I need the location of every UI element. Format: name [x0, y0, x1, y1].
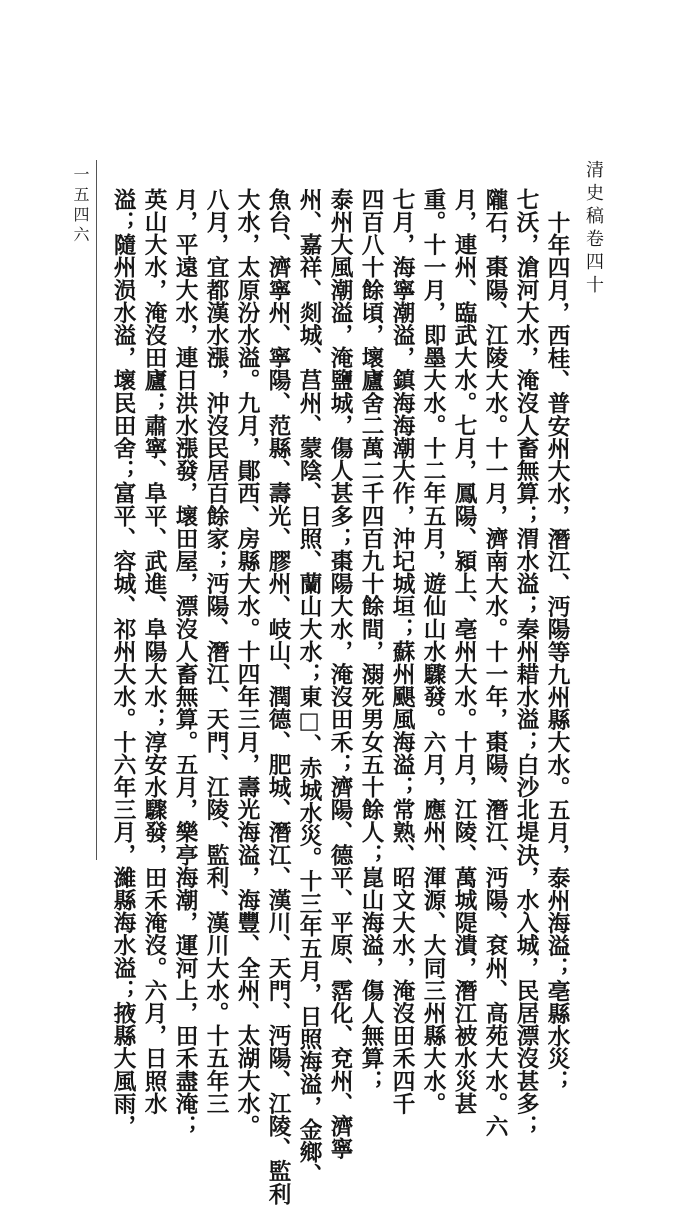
text-column-11: 大水，太原汾水溢。九月，鄖西、房縣大水。十四年三月，壽光海溢，海豐、全州、太湖大水。	[234, 188, 260, 1138]
text-column-2: 七沃，滄河大水，淹沒人畜無算；渭水溢；秦州耤水溢；白沙北堤決，水入城，民居漂沒甚多；	[513, 188, 539, 1138]
text-column-15: 溢；隨州涢水溢，壞民田舍；富平、容城、祁州大水。十六年三月，濰縣海水溢；掖縣大風雨，	[110, 188, 136, 1138]
text-column-1: 十年四月，西桂、普安州大水，潛江、沔陽等九州縣大水。五月，泰州海溢；亳縣水災；	[544, 211, 570, 1093]
text-column-7: 四百八十餘頃，壞廬舍二萬二千四百九十餘間，溺死男女五十餘人；崑山海溢，傷人無算；	[358, 188, 384, 1092]
text-column-3: 隴石，棗陽、江陵大水。十一月，濟南大水。十一年，棗陽、潛江、沔陽、袞州、高苑大水。六	[482, 188, 508, 1138]
book-title-header: 清史稿卷四十	[583, 160, 604, 298]
text-column-4: 月，連州、臨武大水。七月，鳳陽、潁上、亳州大水。十月，江陵、萬城隄潰，潛江被水災甚	[451, 188, 477, 1115]
text-column-6: 七月，海寧潮溢，鎮海海潮大作，沖圮城垣；蘇州颶風海溢；常熟、昭文大水，淹沒田禾四千	[389, 188, 415, 1115]
text-column-10: 魚台、濟寧州、寧陽、范縣、壽光、膠州、岐山、潤德、肥城、潛江、漢川、天門、沔陽、江陵、監利	[265, 188, 291, 1205]
text-column-8: 泰州大風潮溢，淹鹽城，傷人甚多；棗陽大水，淹沒田禾；濟陽、德平、平原、霑化、兗州、濟寧	[327, 188, 353, 1160]
text-column-9: 州、嘉祥、剡城、莒州、蒙陰、日照、蘭山大水；東□、赤城水災。十三年五月，日照海溢，金鄉、	[296, 188, 322, 1186]
text-column-13: 月，平遠大水，連日洪水漲發，壞田屋，漂沒人畜無算。五月，樂亭海潮，運河上，田禾盡淹；	[172, 188, 198, 1138]
left-rule-line	[96, 160, 97, 860]
page-number: 一五四六	[71, 166, 90, 246]
text-column-14: 英山大水，淹沒田廬；肅寧、阜平、武進、阜陽大水；淳安水驟發，田禾淹沒。六月，日照水	[141, 188, 167, 1115]
text-column-5: 重。十一月，即墨大水。十二年五月，遊仙山水驟發。六月，應州、渾源、大同三州縣大水。	[420, 188, 446, 1115]
text-column-12: 八月，宜都漢水漲，沖沒民居百餘家；沔陽、潛江、天門、江陵、監利、漢川大水。十五年三	[203, 188, 229, 1115]
